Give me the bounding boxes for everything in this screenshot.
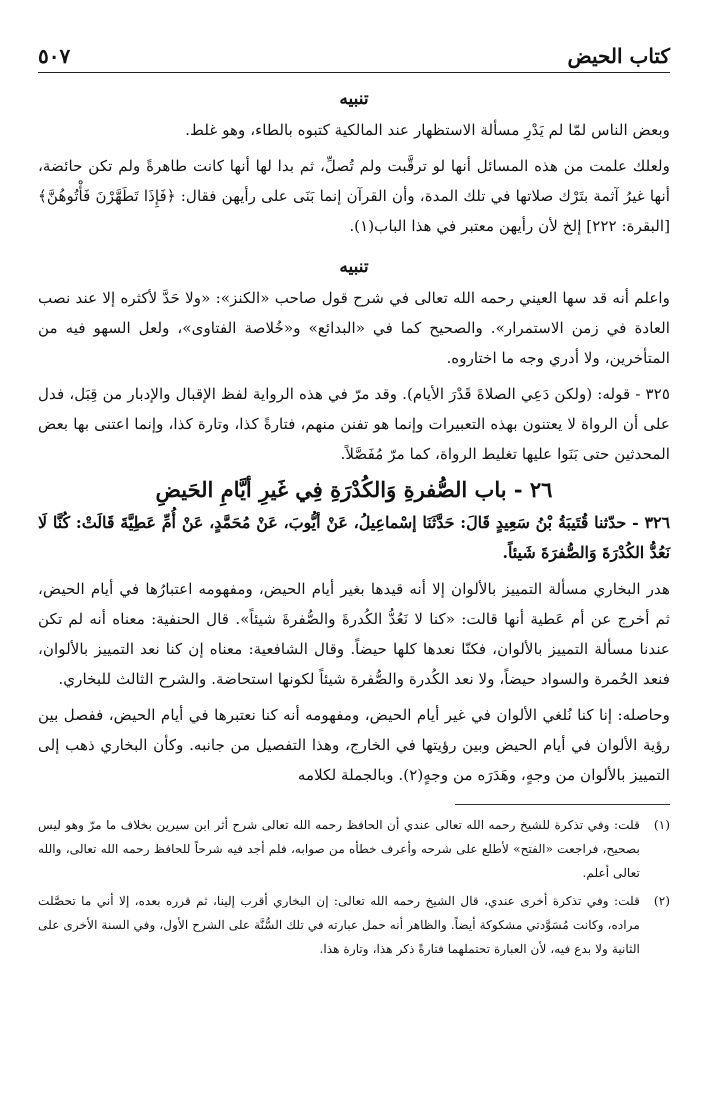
footnote-text: قلت: وفي تذكرة للشيخ رحمه الله تعالى عندي أن الحافظ رحمه الله تعالى شرح أثر ابن سيرين بخلاف ما مرّ وهو ليس بصحيح، فراجعت «الفتح» لأطلع على شرحه وأعرف خطأه من صوابه، فلم أجد فيه شرحاً للحافظ رحمه الله تعالى، والله تعالى أعلم. [38,818,640,880]
page-header [38,28,670,73]
paragraph: ولعلك علمت من هذه المسائل أنها لو ترقَّبت ولم تُصلِّ، ثم بدا لها أنها كانت طاهرةً ولم تكن حائضة، أنها غيرُ آثمة بتَرْك صلاتها في تلك المدة، وأن القرآن إنما بَنَى على رأيهن فقال: ﴿فَإِذَا تَطَهَّرْنَ فَأْتُوهُنَّ﴾ [البقرة: ٢٢٢] إلخ لأن رأيهن معتبر في هذا الباب(١). [38,157,670,235]
paragraph: ٣٢٥ - قوله: (ولكن دَعِي الصلاةَ قَدْرَ الأيام). وقد مرّ في هذه الرواية لفظ الإقبال والإدبار من قِبَل، فدل على أن الرواة لا يعتنون بهذه التعبيرات وإنما هو تفنن منهم، فتارةً كذا، وتارة كذا، وإنما اعتنى بها بعض المحدثين حتى بَنَوا عليها تغليط الرواة، كما مرّ مُفَصَّلاً. [38,385,670,463]
chapter-title: ٢٦ - باب الصُّفرةِ وَالكُدْرَةِ فِي غَيرِ أيَّامِ الحَيضِ [155,477,553,502]
book-title: كتاب الحيض [567,44,670,68]
footnote-text: قلت: وفي تذكرة أخرى عندي، قال الشيخ رحمه الله تعالى: إن البخاري أقرب إلينا، ثم قرره بعده، إلا أني ما تحصَّلت مراده، وكانت مُسَوَّدتي مشكوكة أيضاً. والظاهر أنه حمل عبارته في تلك السُّنَّة على الشرح الأول، وفي السنة الأخرى على الثانية ولا بدع فيه، لأن العبارة تحتملهما فتارةً ذكر هذا، وتارة هذا. [38,894,640,956]
page-number: ٥٠٧ [38,44,71,68]
paragraph: هدر البخاري مسألة التمييز بالألوان إلا أنه قيدها بغير أيام الحيض، ومفهومه اعتبارُها في أيام الحيض، ثم أخرج عن أم عَطية أنها قالت: «كنا لا نَعُدُّ الكُدرةَ والصُّفرةَ شيئاً». قال الحنفية: معناه أنه لم تكن عندنا مسألة التمييز بالألوان، فكنّا نعدها كلها حيضاً. وقال الشافعية: معناه إن كنا نعد التمييز بالألوان، فنعد الحُمرة والسواد حيضاً، ولا نعد الكُدرة والصُّفرة شيئاً لكونها استحاضة. والشرح الثالث للبخاري. [38,580,670,688]
footnote [38,813,670,885]
section-heading: تنبيه [339,89,369,109]
hadith-text: ٣٢٦ - حدّثنا قُتَيبَةُ بْنُ سَعِيدٍ قَالَ: حَدَّثَنَا إسْماعِيلُ، عَنْ أيُّوبَ، عَنْ مُحَمَّدٍ، عَنْ أُمِّ عَطِيَّةَ قَالَتْ: كُنَّا لَا نَعُدُّ الكُدْرَةَ وَالصُّفرَةَ شَيئاً. [38,513,670,562]
footnote-divider [455,804,670,805]
footnote-number: (١) [653,818,670,832]
paragraph: وحاصله: إنا كنا نُلغي الألوان في غير أيام الحيض، ومفهومه أنه كنا نعتبرها في أيام الحيض، ففصل بين رؤية الألوان في أيام الحيض وبين رؤيتها في الخارج، وهذا التفصيل من جانبه. وكأن البخاري ذهب إلى التمييز بالألوان من وجهٍ، وهَدَرَه من وجهٍ(٢). وبالجملة لكلامه [38,706,670,784]
footnote-number: (٢) [653,894,670,908]
paragraph: واعلم أنه قد سها العيني رحمه الله تعالى في شرح قول صاحب «الكنز»: «ولا حَدَّ لأكثره إلا عند نصب العادة في زمن الاستمرار». والصحيح كما في «البدائع» و«خُلاصة الفتاوى»، ولعل السهو فيه من المتأخرين، ولا أدري وجه ما اختاروه. [38,289,670,367]
footnote [38,889,670,961]
page [38,28,670,965]
paragraph: وبعض الناس لمّا لم يَدْرِ مسألة الاستظهار عند المالكية كتبوه بالطاء، وهو غلط. [185,121,670,139]
section-heading: تنبيه [339,257,369,277]
